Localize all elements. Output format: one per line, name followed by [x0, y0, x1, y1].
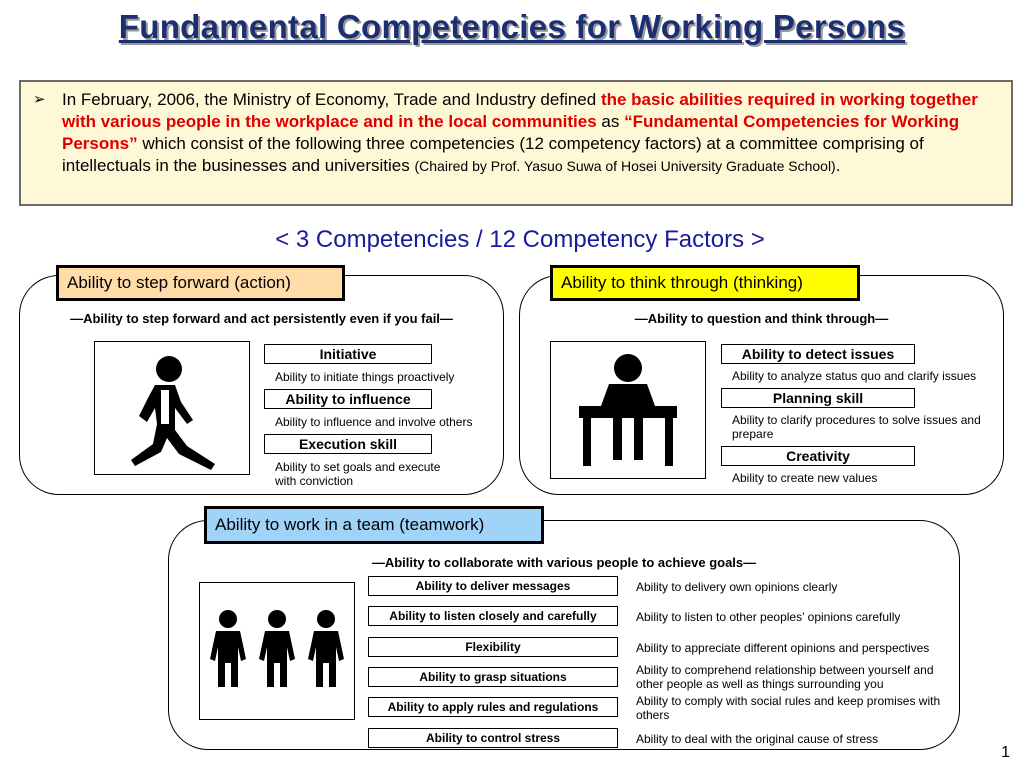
intro-highlight2: “Fundamental Competencies for Working Persons”	[62, 112, 960, 153]
factor-creativity-desc: Ability to create new values	[732, 471, 878, 485]
intro-text	[62, 89, 1002, 177]
intro-highlight1: the basic abilities required in working together with various people in the workplace and in the local communities	[62, 90, 978, 131]
competencies-subtitle: < 3 Competencies / 12 Competency Factors >	[275, 226, 765, 253]
factor-influence-desc: Ability to influence and involve others	[275, 415, 473, 429]
action-subhead: ―Ability to step forward and act persistently even if you fail―	[70, 311, 453, 326]
factor-planning: Planning skill	[721, 388, 915, 408]
factor-creativity: Creativity	[721, 446, 915, 466]
walking-person-icon	[95, 342, 249, 474]
factor-apply-rules: Ability to apply rules and regulations	[368, 697, 618, 717]
factor-initiative: Initiative	[264, 344, 432, 364]
factor-control-stress-desc: Ability to deal with the original cause of stress	[636, 732, 879, 746]
factor-planning-desc: Ability to clarify procedures to solve issues and prepare	[732, 413, 981, 441]
three-people-icon	[200, 583, 354, 719]
thinking-picture-box	[550, 341, 706, 479]
factor-control-stress: Ability to control stress	[368, 728, 618, 748]
intro-part3: which consist of the following three competencies (12 competency factors) at a committee comprising of intellectuals in the businesses and universities	[62, 134, 924, 175]
teamwork-tag: Ability to work in a team (teamwork)	[204, 506, 544, 544]
slide-title: Fundamental Competencies for Working Persons	[118, 8, 906, 45]
factor-grasp-situations-desc: Ability to comprehend relationship between yourself and other people as well as things surrounding you	[636, 663, 934, 691]
factor-deliver-messages-desc: Ability to delivery own opinions clearly	[636, 580, 838, 594]
intro-end: .	[835, 156, 841, 175]
factor-deliver-messages: Ability to deliver messages	[368, 576, 618, 596]
factor-flexibility-desc: Ability to appreciate different opinions and perspectives	[636, 641, 930, 655]
factor-grasp-situations: Ability to grasp situations	[368, 667, 618, 687]
action-picture-box	[94, 341, 250, 475]
factor-initiative-desc: Ability to initiate things proactively	[275, 370, 455, 384]
factor-detect-issues-desc: Ability to analyze status quo and clarify issues	[732, 369, 977, 383]
teamwork-picture-box	[199, 582, 355, 720]
factor-apply-rules-desc: Ability to comply with social rules and keep promises with others	[636, 694, 941, 722]
bullet-arrow-icon: ➢	[33, 91, 46, 108]
page-number: 1	[1001, 744, 1010, 761]
factor-execution-desc: Ability to set goals and execute with conviction	[275, 460, 441, 488]
person-at-desk-icon	[551, 342, 705, 478]
factor-listen-desc: Ability to listen to other peoples’ opinions carefully	[636, 610, 901, 624]
thinking-subhead: ―Ability to question and think through―	[634, 311, 889, 326]
intro-box	[19, 80, 1013, 206]
factor-influence: Ability to influence	[264, 389, 432, 409]
teamwork-subhead: ―Ability to collaborate with various people to achieve goals―	[371, 555, 757, 570]
intro-part1: In February, 2006, the Ministry of Economy, Trade and Industry defined	[62, 90, 601, 109]
action-tag: Ability to step forward (action)	[56, 265, 345, 301]
intro-note: (Chaired by Prof. Yasuo Suwa of Hosei University Graduate School)	[414, 158, 836, 174]
factor-detect-issues: Ability to detect issues	[721, 344, 915, 364]
thinking-tag: Ability to think through (thinking)	[550, 265, 860, 301]
factor-listen: Ability to listen closely and carefully	[368, 606, 618, 626]
factor-execution: Execution skill	[264, 434, 432, 454]
intro-part2: as	[596, 112, 625, 131]
factor-flexibility: Flexibility	[368, 637, 618, 657]
